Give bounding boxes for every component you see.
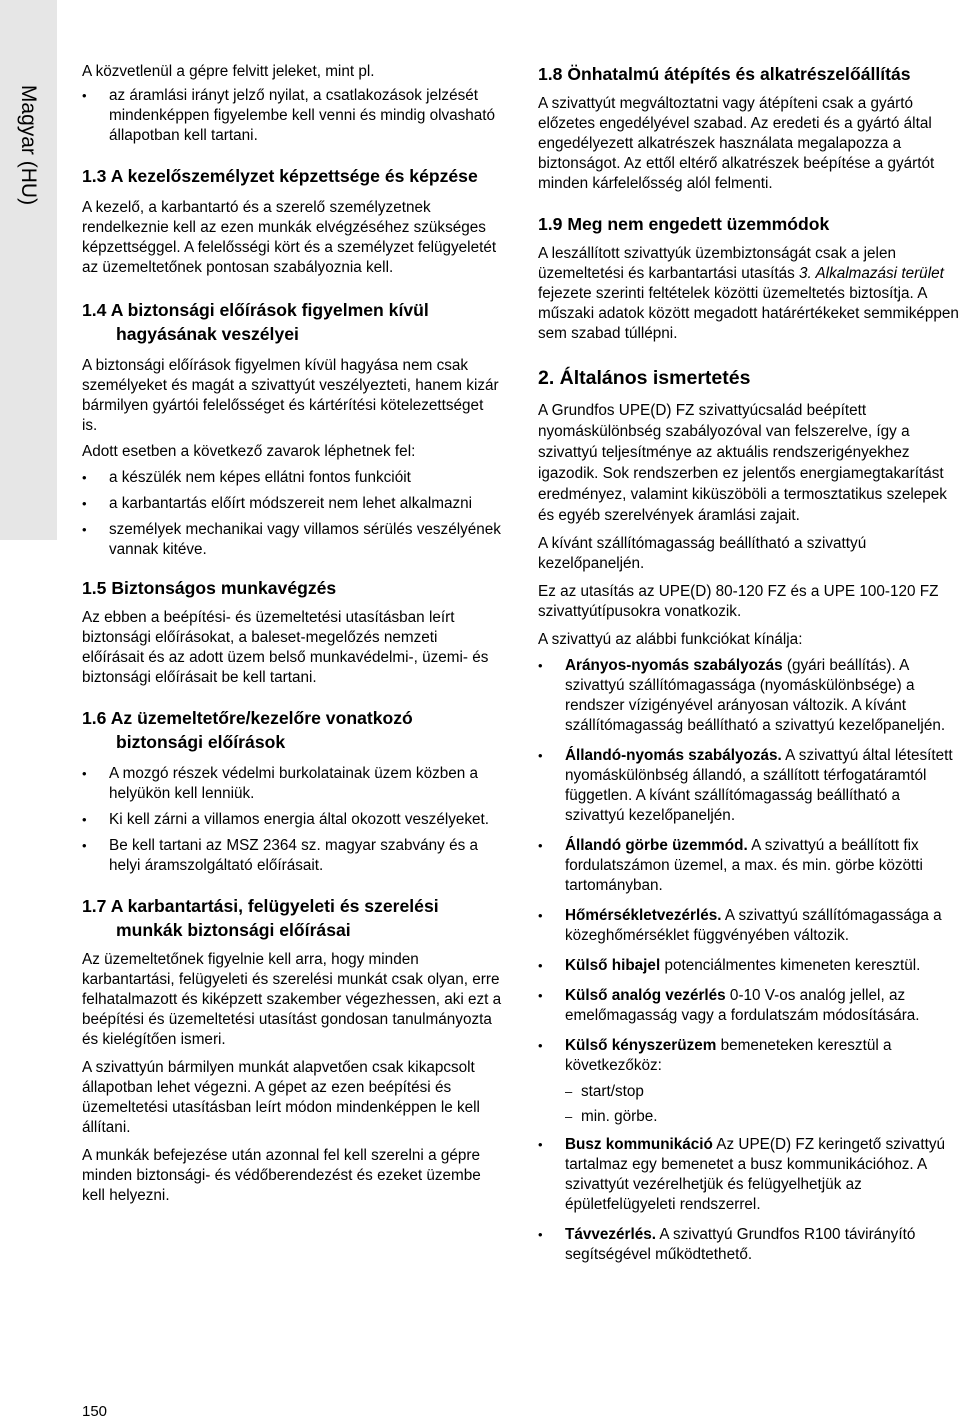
page-number: 150 xyxy=(82,1403,108,1420)
feature-description: (gyári beállítás). A szivattyú szállítómagassága (nyomáskülönbsége) a rendszer vízigényével arányosan változik. A kívánt szállítómagasság beállítható a szivattyú kezelőpaneljén. xyxy=(565,657,946,734)
section-1-8-body: A szivattyút megváltoztatni vagy átépíteni csak a gyártó előzetes engedélyével szabad. Az eredeti és a gyártó által engedélyezett alkatrészek használata megalapozza a biztonságot. Az ettől eltérő alkatrészek beépítése a gyártót minden kárfelelősség alól felmenti. xyxy=(538,95,935,192)
section-2-paragraph-3: Ez az utasítás az UPE(D) 80-120 FZ és a UPE 100-120 FZ szivattyútípusokra vonatkozik. xyxy=(538,583,939,620)
forced-mode-item: – min. görbe. xyxy=(565,1107,960,1127)
list-item: • Ki kell zárni a villamos energia által okozott veszélyeket. xyxy=(82,810,502,830)
feature-item xyxy=(538,906,960,946)
intro-bullet: • az áramlási irányt jelző nyilat, a csatlakozások jelzését mindenképpen figyelembe kell venni és mindig olvasható állapotban kell tartani. xyxy=(82,86,502,146)
feature-name: Külső hibajel xyxy=(565,957,661,974)
list-item: • a karbantartás előírt módszereit nem lehet alkalmazni xyxy=(82,494,502,514)
feature-item xyxy=(538,986,960,1026)
feature-name: Távvezérlés. xyxy=(565,1226,656,1243)
section-2-paragraph-1: A Grundfos UPE(D) FZ szivattyúcsalád beépített nyomáskülönbség szabályozóval van felszerelve, így a szivattyú teljesítménye az aktuális rendszerigényekhez igazodik. Sok rendszerben ez jelentős energiamegtakarítást eredményez, valamint kiküszöböli a termosztatikus szelepek és egyéb szerelvények áramlási zajait. xyxy=(538,402,947,524)
section-1-5-title: 1.5 Biztonságos munkavégzés xyxy=(82,578,337,598)
left-column xyxy=(82,62,502,1218)
feature-item xyxy=(538,836,960,896)
feature-name: Busz kommunikáció xyxy=(565,1136,713,1153)
feature-description: bemeneteken keresztül a következőköz: xyxy=(565,1037,892,1074)
language-side-tab xyxy=(0,0,57,540)
section-1-4-bullets xyxy=(82,468,502,560)
feature-item xyxy=(538,956,960,976)
feature-name: Állandó-nyomás szabályozás. xyxy=(565,747,782,764)
feature-description: A szivattyú Grundfos R100 távirányító segítségével működtethető. xyxy=(565,1226,916,1263)
section-1-4-paragraph-2: Adott esetben a következő zavarok léphetnek fel: xyxy=(82,443,416,460)
forced-mode-item: – start/stop xyxy=(565,1082,960,1102)
feature-description: 0-10 V-os analóg jellel, az emelőmagasság vagy a fordulatszám módosítására. xyxy=(565,987,920,1024)
feature-item xyxy=(538,656,960,736)
feature-description: Az UPE(D) FZ keringető szivattyú tartalmaz egy bemenetet a busz kommunikációhoz. A szivattyút vezérelhetjük és felügyelhetjük az épületfelügyeleti rendszerrel. xyxy=(565,1136,945,1213)
language-label: Magyar (HU) xyxy=(17,84,40,206)
section-2-paragraph-4: A szivattyú az alábbi funkciókat kínálja: xyxy=(538,631,803,648)
feature-name: Arányos-nyomás szabályozás xyxy=(565,657,783,674)
section-1-6-bullets xyxy=(82,764,502,876)
feature-name: Hőmérsékletvezérlés. xyxy=(565,907,722,924)
feature-description: A szivattyú által létesített nyomáskülönbség állandó, a szállított térfogatáramtól független. A kívánt szállítómagasság beállítható a szivattyú kezelőpaneljén. xyxy=(565,747,953,824)
section-2-title: 2. Általános ismertetés xyxy=(538,367,751,389)
section-1-4-paragraph-1: A biztonsági előírások figyelmen kívül hagyása nem csak személyeket és magát a szivattyút veszélyezteti, hanem kizár bármilyen gyártói felelősséget és kártérítési kötelezettséget is. xyxy=(82,357,499,434)
feature-item xyxy=(538,1135,960,1215)
list-item: • a készülék nem képes ellátni fontos funkcióit xyxy=(82,468,502,488)
section-1-7-paragraph-1: Az üzemeltetőnek figyelnie kell arra, hogy minden karbantartási, felügyeleti és szerelési munkát csak olyan, erre felhatalmazott és kiképzett szakember végezhessen, aki ezt a beépítési és üzemeltetési utasítást gondosan tanulmányozta és kielégítően ismeri. xyxy=(82,951,502,1048)
list-item: • A mozgó részek védelmi burkolatainak üzem közben a helyükön kell lenniük. xyxy=(82,764,502,804)
section-1-9-body-start: A leszállított szivattyúk üzembiztonságát csak a jelen üzemeltetési és karbantartási utasítás xyxy=(538,245,896,282)
feature-description: potenciálmentes kimeneten keresztül. xyxy=(660,957,921,974)
section-1-9-body-end: fejezete szerinti feltételek közötti üzemeltetés biztosítja. A műszaki adatok között megadott határértékeket semmiképpen sem szabad túllépni. xyxy=(538,285,959,342)
section-1-6-title: 1.6 Az üzemeltetőre/kezelőre vonatkozó biztonsági előírások xyxy=(82,708,413,752)
intro-bullets xyxy=(82,86,502,146)
feature-list xyxy=(538,656,960,1265)
feature-name: Állandó görbe üzemmód. xyxy=(565,837,748,854)
section-1-7-title: 1.7 A karbantartási, felügyeleti és szerelési munkák biztonsági előírásai xyxy=(82,896,439,940)
feature-description: A szivattyú szállítómagassága a közeghőmérséklet függvényében változik. xyxy=(565,907,942,944)
intro-text: A közvetlenül a gépre felvitt jeleket, mint pl. xyxy=(82,63,375,80)
section-1-3-body: A kezelő, a karbantartó és a szerelő személyzetnek rendelkeznie kell az ezen munkák elvégzéséhez szükséges képzettséggel. A felelősségi kört és a személyzet felügyeletét az üzemeltetőnek pontosan szabályoznia kell. xyxy=(82,199,497,276)
section-1-8-title: 1.8 Önhatalmú átépítés és alkatrészelőállítás xyxy=(538,64,911,84)
feature-description: A szivattyú a beállított fix fordulatszámon üzemel, a max. és min. görbe közötti tartományban. xyxy=(565,837,923,894)
section-1-7-paragraph-3: A munkák befejezése után azonnal fel kell szerelni a gépre minden biztonsági- és védőberendezést és ezeket üzembe kell helyezni. xyxy=(82,1147,481,1204)
feature-item xyxy=(538,1225,960,1265)
section-1-4-title: 1.4 A biztonsági előírások figyelmen kívül hagyásának veszélyei xyxy=(82,300,429,344)
section-1-9-title: 1.9 Meg nem engedett üzemmódok xyxy=(538,214,830,234)
right-column xyxy=(538,62,960,1271)
list-item: • személyek mechanikai vagy villamos sérülés veszélyének vannak kitéve. xyxy=(82,520,502,560)
section-2-paragraph-2: A kívánt szállítómagasság beállítható a szivattyú kezelőpaneljén. xyxy=(538,535,867,572)
section-1-5-body: Az ebben a beépítési- és üzemeltetési utasításban leírt biztonsági előírásokat, a baleset-megelőzés nemzeti előírásait és az adott üzem belső munkavédelmi-, üzemi- és biztonsági előírásait be kell tartani. xyxy=(82,609,489,686)
section-1-9-body xyxy=(538,244,960,344)
section-1-7-paragraph-2: A szivattyún bármilyen munkát alapvetően csak kikapcsolt állapotban lehet végezni. A gépet az ezen beépítési és üzemeltetési utasításban leírt módon mindenképpen le kell állítani. xyxy=(82,1059,480,1136)
feature-item xyxy=(538,1036,960,1127)
section-1-3-title: 1.3 A kezelőszemélyzet képzettsége és képzése xyxy=(82,166,478,186)
feature-name: Külső kényszerüzem xyxy=(565,1037,717,1054)
feature-name: Külső analóg vezérlés xyxy=(565,987,726,1004)
chapter-reference: 3. Alkalmazási terület xyxy=(799,265,944,282)
forced-mode-list xyxy=(565,1082,960,1127)
list-item: • Be kell tartani az MSZ 2364 sz. magyar szabvány és a helyi áramszolgáltató előírásait. xyxy=(82,836,502,876)
feature-item xyxy=(538,746,960,826)
